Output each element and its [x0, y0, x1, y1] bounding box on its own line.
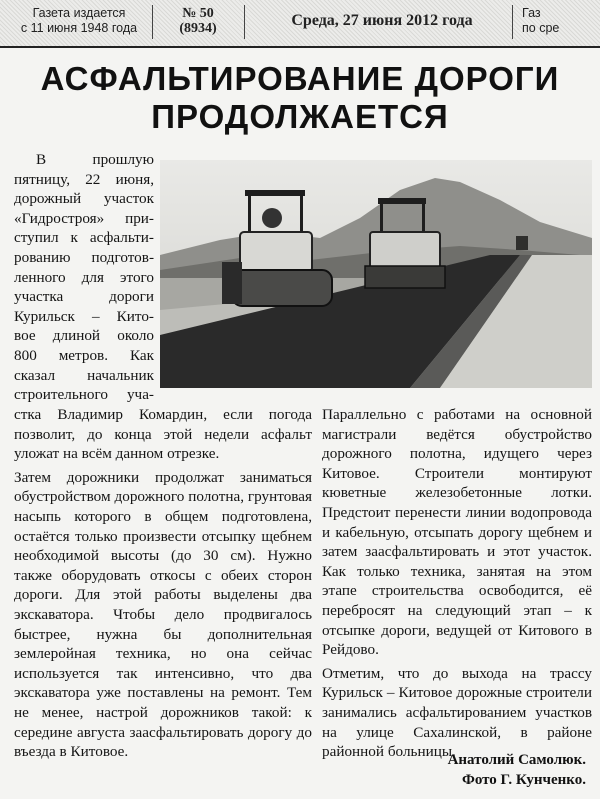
left-column-line: строительного уча- [14, 386, 154, 404]
photo-credit: Фото Г. Кунченко. [461, 772, 586, 788]
left-column-line: В прошлую [36, 151, 154, 168]
article-headline [0, 60, 600, 136]
left-column-line: ленного для этого [14, 268, 154, 286]
left-column-continuation [14, 405, 312, 762]
photo-illustration [160, 160, 592, 388]
article-author: Анатолий Самолюк. [447, 752, 586, 768]
masthead-divider [512, 5, 513, 39]
masthead-divider [152, 5, 153, 39]
headline-line-1: АСФАЛЬТИРОВАНИЕ ДОРОГИ [40, 60, 560, 97]
left-column-line: сказал начальник [14, 366, 154, 384]
since-line-2: с 11 июня 1948 года [20, 21, 138, 35]
issue-number [168, 6, 228, 36]
left-column-line: рованию подготов- [14, 248, 154, 266]
masthead-right-info [522, 6, 600, 36]
newspaper-masthead [0, 0, 600, 48]
masthead-divider [244, 5, 245, 39]
issue-line-1: № 50 [182, 6, 214, 21]
right-paragraph-2: Отметим, что до выхода на трассу Курильск – Китовое дорожные строители занимались асфальтированием участков на улице Сахалинской, в районе районной больницы. [322, 664, 592, 761]
publication-since [14, 6, 144, 36]
right-line-1: Газ [522, 6, 541, 20]
left-paragraph-2: Затем дорожники продолжат заниматься обустройством дорожного полотна, грунтовая насыпь которого в общем подготовлена, остаётся только произвести отсыпку щебнем необходимой высоты (до 30 см). Нужно также оборудовать откосы с обеих сторон дороги. Для этой работы выделены два экскаватора. Чтобы дело продвигалось быстрее, нужна бы дополнительная землеройная техника, но она сейчас используется так интенсивно, что два экскаватора уже поставлены на ремонт. Тем не менее, настрой дорожников такой: к середине августа заасфальтировать дорогу до въезда в Китовое. [14, 468, 312, 761]
road-paving-photo [160, 160, 592, 388]
issue-line-2: (8934) [179, 21, 217, 36]
left-column-line: дорожный участок [14, 190, 154, 208]
left-paragraph-1-tail: стка Владимир Комардин, если погода позволит, до конца этой недели асфальт уложат на всём данном отрезке. [14, 406, 312, 463]
left-column-line: 800 метров. Как [14, 346, 154, 364]
right-line-2: по сре [522, 21, 560, 35]
right-paragraph-1: Параллельно с работами на основной магистрали ведётся обустройство дорожного полотна, идущего через Китовое. Строители монтируют кюветные железобетонные лотки. Предстоит перенести линии водопровода и кабельную, отсыпать дорогу щебнем и затем заасфальтировать и этот участок. Как только техника, занятая на этом этапе строительства освободится, её перебросят на следующий этап – к отсыпке дороги, ведущей от Китового в Рейдово. [322, 406, 592, 659]
right-column [322, 405, 592, 762]
left-column-line: пятницу, 22 июня, [14, 170, 154, 188]
left-column-line: участка дороги [14, 288, 154, 306]
left-column-line: вое длиной около [14, 327, 154, 345]
left-column-line: «Гидростроя» при- [14, 209, 154, 227]
issue-date: Среда, 27 июня 2012 года [291, 12, 473, 29]
since-line-1: Газета издается [32, 6, 126, 20]
left-column-line: ступил к асфальти- [14, 229, 154, 247]
left-column-text [14, 150, 154, 405]
headline-line-2: ПРОДОЛЖАЕТСЯ [151, 98, 449, 135]
left-column-line: Курильск – Кито- [14, 307, 154, 325]
